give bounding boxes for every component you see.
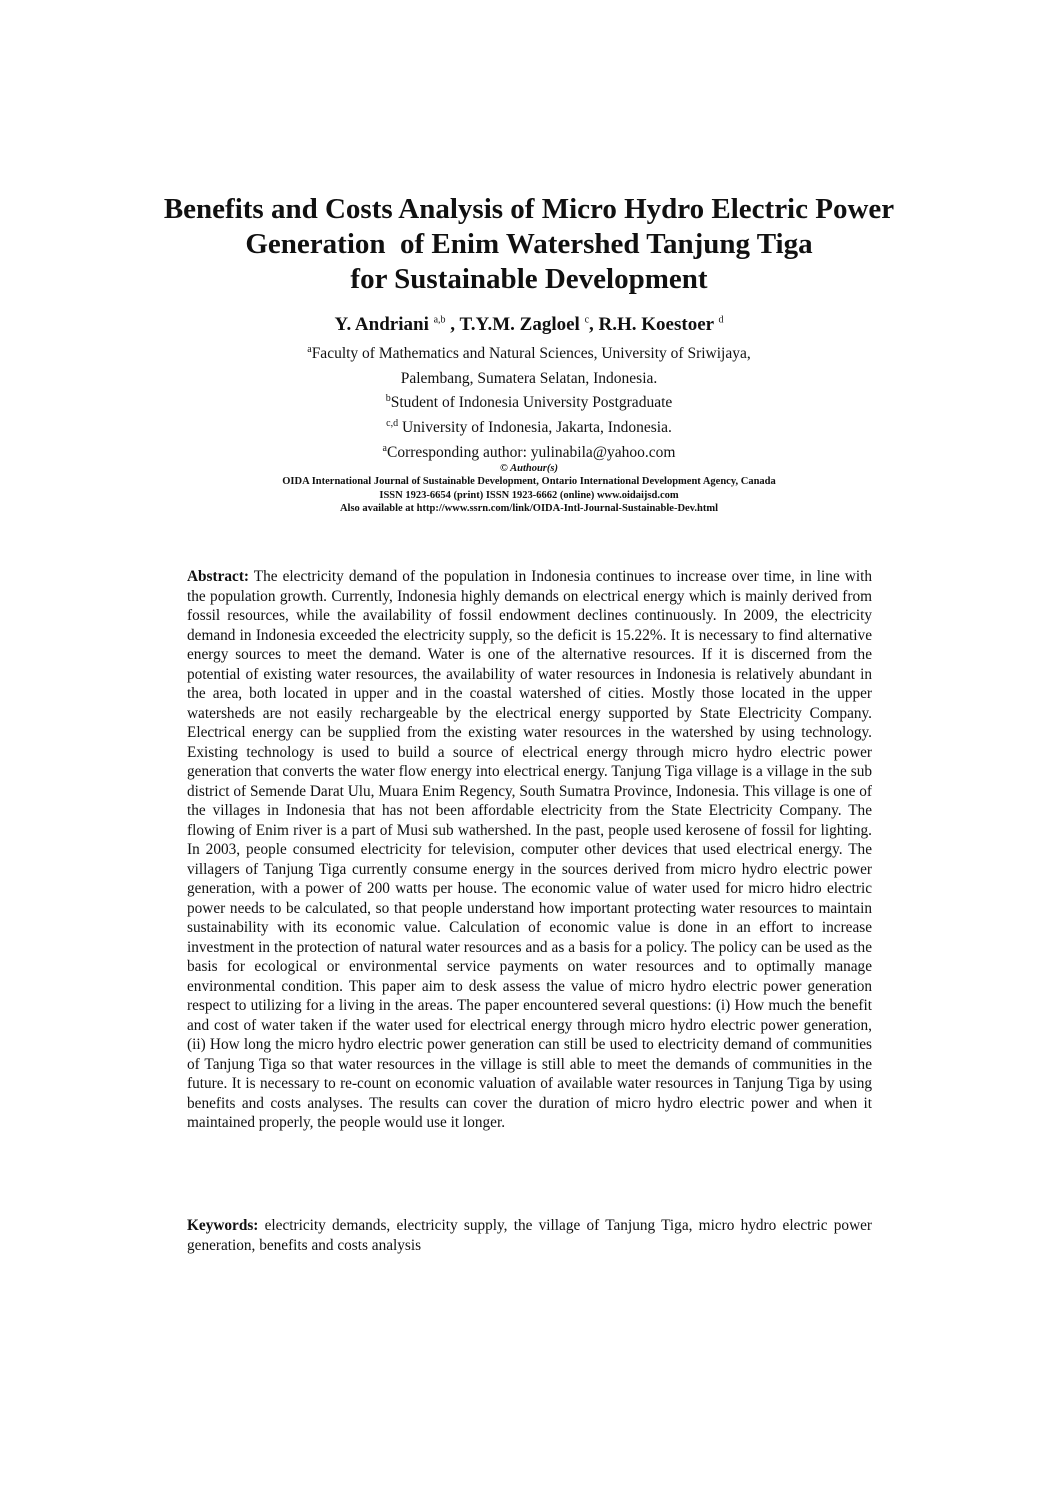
- author-name: Y. Andriani: [334, 314, 429, 335]
- affiliation-sup: a: [307, 344, 312, 355]
- author-list: Y. Andriani $^{a,b}$ , T.Y.M. Zagloel $^c$, R.H. Koestoer $^d$: [334, 314, 724, 335]
- affiliation-text: Faculty of Mathematics and Natural Sciences, University of Sriwijaya,: [311, 345, 751, 363]
- journal-name: OIDA International Journal of Sustainable Development, Ontario International Development Agency, Canada: [282, 476, 776, 488]
- title-line: Benefits and Costs Analysis of Micro Hydro Electric Power: [163, 193, 895, 225]
- author-name: T.Y.M. Zagloel: [459, 314, 580, 335]
- affiliation-sup: c,d: [386, 417, 399, 429]
- journal-availability: Also available at http://www.ssrn.com/link/OIDA-Intl-Journal-Sustainable-Dev.html: [339, 502, 719, 514]
- abstract-label: Abstract:: [187, 568, 250, 585]
- author-sup: c: [584, 314, 590, 326]
- affiliation-line: [0, 414, 1058, 439]
- abstract: [187, 567, 872, 1133]
- affiliation-line: [0, 365, 1058, 390]
- author-sup: d: [718, 314, 724, 326]
- title-line: Generation of Enim Watershed Tanjung Tiga: [245, 228, 813, 260]
- affiliation-sup: b: [385, 393, 391, 405]
- affiliation-text: Student of Indonesia University Postgraduate: [390, 394, 673, 412]
- title-line: for Sustainable Development: [350, 263, 708, 295]
- affiliations: [0, 340, 1058, 463]
- paper-title: [0, 192, 1058, 297]
- journal-issn: ISSN 1923-6654 (print) ISSN 1923-6662 (online) www.oidaijsd.com: [379, 489, 679, 501]
- affiliation-text: Palembang, Sumatera Selatan, Indonesia.: [400, 369, 658, 387]
- author-sup: a,b: [433, 314, 446, 326]
- journal-info: [0, 462, 1058, 515]
- affiliation-line: [0, 340, 1058, 365]
- keywords-text: electricity demands, electricity supply, the village of Tanjung Tiga, micro hydro electric power generation, benefits and costs analysis: [187, 1217, 872, 1254]
- abstract-text: The electricity demand of the population in Indonesia continues to increase over time, in line with the population growth. Currently, Indonesia highly demands on electrical energy which is mainly derived from fossil resources, while the availability of fossil endowment declines continuously. In 2009, the electricity demand in Indonesia exceeded the electricity supply, so the deficit is 15.22%. It is necessary to find alternative energy sources to meet the demand. Water is one of the alternative resources. If it is discerned from the potential of existing water resources, the availability of water resources in Indonesia is relatively abundant in the area, both located in upper and in the coastal watershed of cities. Mostly those located in the upper watersheds are not easily rechargeable by the electrical energy supported by State Electricity Company. Electrical energy can be supplied from the existing water resources in the watershed by using technology. Existing technology is used to build a source of electrical energy through micro hydro electric power generation that converts the water flow energy into electrical energy. Tanjung Tiga village is a village in the sub district of Semende Darat Ulu, Muara Enim Regency, South Sumatra Province, Indonesia. This village is one of the villages in Indonesia that has not been affordable electricity from the State Electricity Company. The flowing of Enim river is a part of Musi sub wathershed. In the past, people used kerosene of fossil for lighting. In 2003, people consumed electricity for television, computer other devices that used electrical energy. The villagers of Tanjung Tiga currently consume energy in the sources derived from micro hydro electric power generation, with a power of 200 watts per house. The economic value of water used for micro hidro electric power needs to be calculated, so that people understand how important protecting water resources to maintain sustainability with its economic value. Calculation of economic value is done in an effort to increase investment in the protection of natural water resources and as a basis for a policy. The policy can be used as the basis for ecological or environmental service payments on water resources and to optimally manage environmental condition. This paper aim to desk assess the value of micro hydro electric power generation respect to utilizing for a living in the areas. The paper encountered several questions: (i) How much the benefit and cost of water taken if the water used for electrical energy through micro hydro electric power generation, (ii) How long the micro hydro electric power generation can still be used to electricity demand of communities of Tanjung Tiga so that water resources in the village is still able to meet the demands of communities in the future. It is necessary to re-count on economic valuation of available water resources in Tanjung Tiga by using benefits and costs analyses. The results can cover the duration of micro hydro electric power and when it maintained properly, the people would use it longer.: [187, 568, 872, 1131]
- keywords-label: Keywords:: [187, 1217, 259, 1234]
- copyright-notice: © Authour(s): [500, 463, 558, 474]
- author-name: R.H. Koestoer: [598, 314, 714, 335]
- affiliation-sup: a: [382, 442, 387, 454]
- affiliation-line: [0, 439, 1058, 464]
- affiliation-text: Corresponding author: yulinabila@yahoo.com: [386, 443, 676, 461]
- affiliation-text: University of Indonesia, Jakarta, Indonesia.: [398, 419, 672, 437]
- keywords: [187, 1216, 872, 1255]
- affiliation-line: [0, 389, 1058, 414]
